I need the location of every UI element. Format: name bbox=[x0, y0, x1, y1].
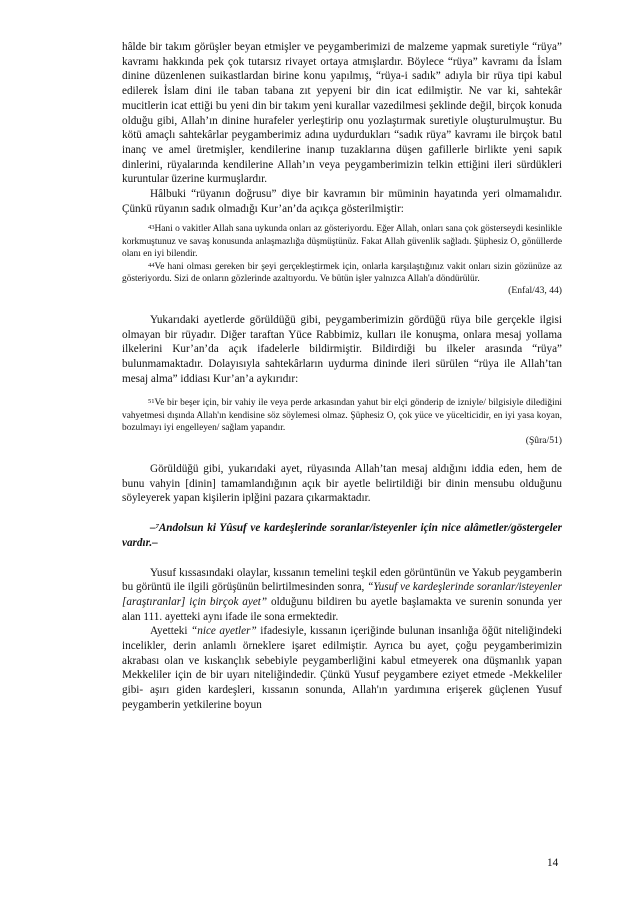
page-content bbox=[122, 40, 562, 713]
verse-text: Ve hani olması gereken bir şeyi gerçekleştirmek için, onlarla karşılaştığınız vakit onları sizin gözünüze az gösteriyordu. Sizi de onların gözlerinde azaltıyordu. Ve bütün işler yalnızca Allah'a döndürülür. bbox=[122, 261, 562, 285]
verse-heading: –$^7$Andolsun ki Yûsuf ve kardeşlerinde soranlar/isteyenler için nice alâmetler/göstergeler vardır.– bbox=[122, 522, 562, 549]
verse-number: 7 bbox=[155, 523, 159, 531]
quote-sura-verse-51 bbox=[122, 397, 562, 434]
verse-text: Ve bir beşer için, bir vahiy ile veya perde arkasından yahut bir elçi gönderip de izniyle/ bilgisiyle dilediğini vahyetmesi dışında Allah'ın kendisine söz söylemesi olmaz. Şüphesiz O, çok yüce ve yücelticidir, en iyi yasa koyan, bozulmayı iyi engelleyen/ sağlam yapandır. bbox=[122, 398, 562, 434]
quote-reference: (Şûra/51) bbox=[525, 434, 562, 446]
quote-enfal-verse-43 bbox=[122, 223, 562, 260]
paragraph-yukaridaki: Yukarıdaki ayetlerde görüldüğü gibi, peygamberimizin gördüğü rüya bile gerçekle ilgisi olmayan bir rüyadır. Diğer taraftan Yüce Rabbimiz, kulları ile konuşma, onlara mesaj yollama ilkelerini Kur’an’da açık ifadelerle bildirmiştir. Bildirdiği bu ilkeler arasında “rüya” bulunmamaktadır. Dolayısıyla sahtekârların uydurma dininde ileri sürülen “rüya ile Allah’tan mesaj alma” iddiası Kur’an’a aykırıdır: bbox=[122, 313, 562, 385]
quoted-phrase: “nice ayetler” bbox=[191, 625, 257, 638]
paragraph-intro: hâlde bir takım görüşler beyan etmişler ve peygamberimizi de malzeme yapmak suretiyle “rüya” kavramı hakkında pek çok tutarsız rivayet ortaya atmışlardır. Böylece “rüya” kavramı da İslam dinine düzenlenen suikastlardan birine konu yapılmış, “rüya-i sadık” adıyla bir rüya tipi kabul edilerek İslam dini ile taban tabana zıt yepyeni bir din icat edilmiştir. Ne var ki, sahtekâr mucitlerin icat ettiği bu yeni din bir takım yeni kurallar vazedilmesi şeklinde değil, birçok konuda olduğu gibi, Allah’ın dinine hurafeler yerleştirip onu yozlaştırmak suretiyle oluşturulmuştur. Bu kötü amaçlı sahtekârlar peygamberimiz adına uydurdukları “sadık rüya” kavramı ile birçok batıl inanç ve amel üretmişler, kendilerine inanıp tuzaklarına düşen gafillerle birlikte yeni sapık dinlerini, rüyalarında kendilerine Allah’ın veya peygamberimizin telkin ettiğini ileri sürdükleri kuruntular üzerine kurmuşlardır. bbox=[122, 41, 562, 186]
quote-enfal bbox=[122, 223, 562, 297]
verse-text: Hani o vakitler Allah sana uykunda onları az gösteriyordu. Eğer Allah, onları sana çok gösterseydi kesinlikle korkmuştunuz ve savaş konusunda anlaşmazlığa düşmüştünüz. Fakat Allah güvenlik sağladı. Şüphesiz O, gönüllerde olanı en iyi bilendir. bbox=[122, 224, 562, 260]
verse-number: 43 bbox=[148, 224, 155, 232]
verse-number: 51 bbox=[148, 398, 155, 406]
verse-number: 44 bbox=[148, 261, 155, 269]
page-number: 14 bbox=[547, 857, 559, 869]
paragraph-gorulduugu: Görüldüğü gibi, yukarıdaki ayet, rüyasında Allah’tan mesaj aldığını iddia eden, hem de bunu vahyin [dinin] tamamlandığının açık bir ayetle belirtildiği bir dinin mensubu olduğunu söyleyerek yapan kişilerin iplğini pazara çıkarmaktadır. bbox=[122, 463, 562, 505]
paragraph-yusuf-kissasi: Yusuf kıssasındaki olaylar, kıssanın temelini teşkil eden görüntünün ve Yakub peygamberin bu görüntü ile ilgili görüşünün belirtilmesinden sonra, “Yusuf ve kardeşlerinde soranlar/isteyenler [araştıranlar] için birçok ayet” olduğunu bildiren bu ayetle başlamakta ve surenin sonunda yer alan 111. ayetteki aynı ifade ile sona ermektedir. bbox=[122, 566, 562, 623]
paragraph-halbuki: Hâlbuki “rüyanın doğrusu” diye bir kavramın bir müminin hayatında yeri olmamalıdır. Çünkü rüyanın sadık olmadığı Kur’an’da açıkça gösterilmiştir: bbox=[122, 188, 562, 215]
quoted-phrase: “Yusuf ve kardeşlerinde soranlar/isteyenler [araştıranlar] için birçok ayet” bbox=[122, 581, 562, 608]
quote-reference: (Enfal/43, 44) bbox=[508, 285, 562, 297]
quote-enfal-verse-44 bbox=[122, 261, 562, 286]
paragraph-ayetteki: Ayetteki “nice ayetler” ifadesiyle, kıssanın içeriğinde bulunan insanlığa öğüt niteliğindeki incelikler, derin anlamlı örneklere işaret edilmiştir. Ayrıca bu ayet, çoğu peygamberimizin akrabası olan ve kıskançlık sebebiyle peygamberliğini kabul etmeyerek ona düşmanlık yapan Mekkeliler için de bir uyarı niteliğindedir. Çünkü Yusuf peygambere eziyet etmede -Mekkeliler gibi- aşırı giden kardeşleri, kıssanın sonunda, Allah'ın yardımına erişerek güçlenen Yusuf peygamberin yetkilerine boyun bbox=[122, 625, 562, 711]
quote-sura bbox=[122, 397, 562, 447]
